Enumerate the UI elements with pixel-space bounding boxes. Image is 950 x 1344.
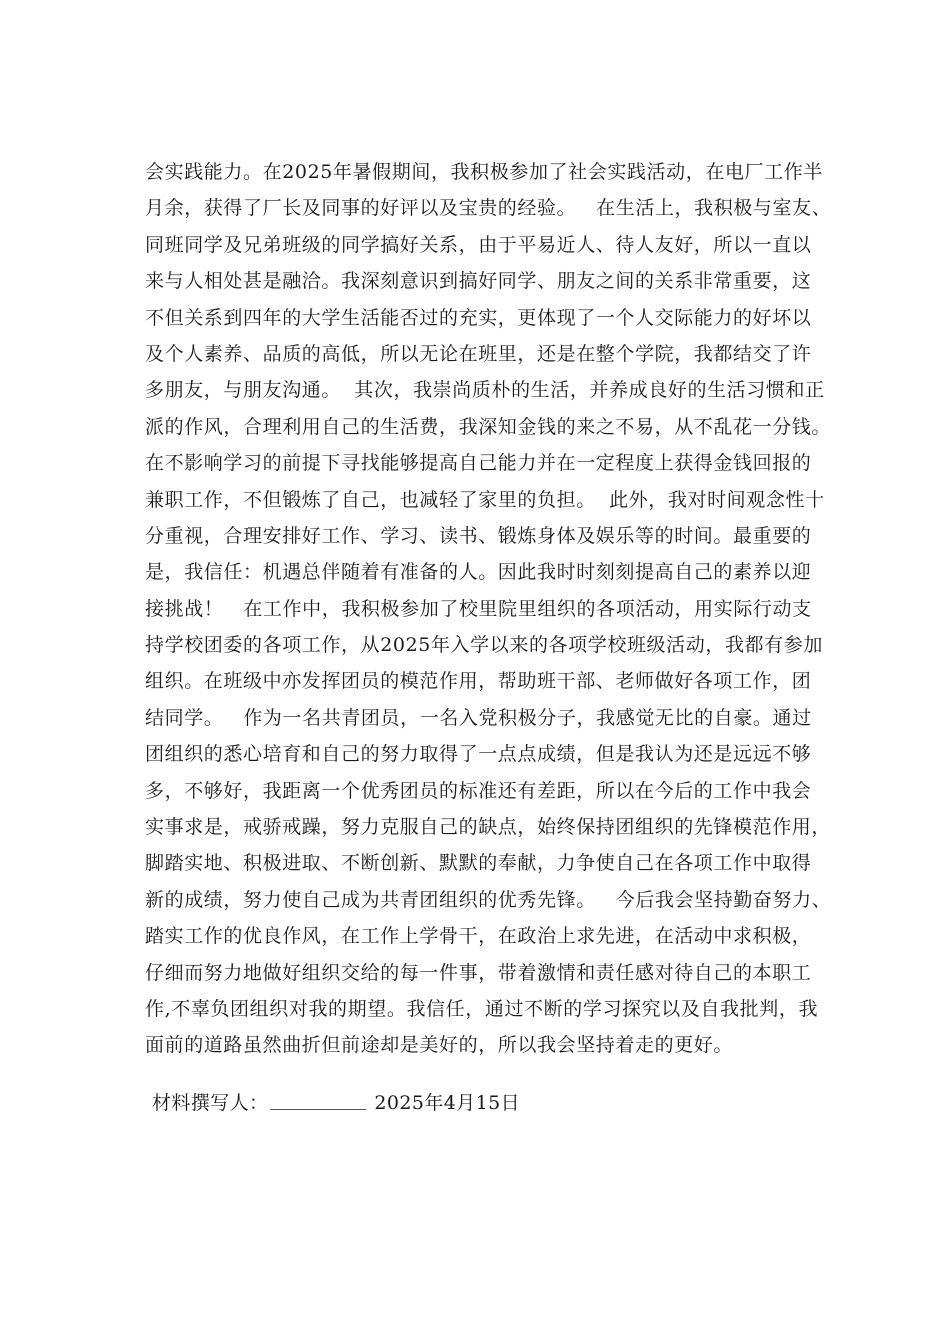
signature-blank: [270, 1091, 366, 1110]
text-line: 结同学。 作为一名共青团员，一名入党积极分子，我感觉无比的自豪。通过: [145, 706, 812, 729]
text-line: 面前的道路虽然曲折但前途却是美好的，所以我会坚持着走的更好。: [145, 1034, 734, 1057]
text-line: 接挑战！ 在工作中，我积极参加了校里院里组织的各项活动，用实际行动支: [145, 597, 812, 620]
signature-date: 2025年4月15日: [374, 1092, 521, 1114]
text-line: 会实践能力。在2025年暑假期间，我积极参加了社会实践活动，在电厂工作半: [145, 161, 823, 183]
text-line: 及个人素养、品质的高低，所以无论在班里，还是在整个学院，我都结交了许: [145, 342, 812, 365]
text-line: 兼职工作，不但锻炼了自己，也减轻了家里的负担。 此外，我对时间观念性十: [145, 488, 825, 511]
text-line: 踏实工作的优良作风，在工作上学骨干，在政治上求先进，在活动中求积极，: [145, 925, 812, 948]
text-line: 多朋友，与朋友沟通。 其次，我崇尚质朴的生活，并养成良好的生活习惯和正: [145, 379, 825, 402]
text-line: 月余，获得了厂长及同事的好评以及宝贵的经验。 在生活上，我积极与室友、: [145, 197, 832, 220]
text-line: 仔细而努力地做好组织交给的每一件事，带着激情和责任感对待自己的本职工: [145, 961, 812, 984]
text-line: 在不影响学习的前提下寻找能够提高自己能力并在一定程度上获得金钱回报的: [145, 452, 812, 475]
text-line: 新的成绩，努力使自己成为共青团组织的优秀先锋。 今后我会坚持勤奋努力、: [145, 888, 832, 911]
text-line: 同班同学及兄弟班级的同学搞好关系，由于平易近人、待人友好，所以一直以: [145, 233, 812, 256]
document-body: [145, 154, 832, 1064]
signature-label: 材料撰写人：: [152, 1092, 269, 1114]
text-line: 多，不够好，我距离一个优秀团员的标准还有差距，所以在今后的工作中我会: [145, 779, 812, 802]
signature-line: [152, 1087, 520, 1119]
text-line: 脚踏实地、积极进取、不断创新、默默的奉献，力争使自己在各项工作中取得: [145, 852, 812, 875]
text-line: 组织。在班级中亦发挥团员的模范作用，帮助班干部、老师做好各项工作，团: [145, 670, 812, 693]
text-line: 来与人相处甚是融洽。我深刻意识到搞好同学、朋友之间的关系非常重要，这: [145, 270, 812, 293]
text-line: 是，我信任：机遇总伴随着有准备的人。因此我时时刻刻提高自己的素养以迎: [145, 561, 812, 584]
text-line: 团组织的悉心培育和自己的努力取得了一点点成绩，但是我认为还是远远不够: [145, 743, 812, 766]
text-line: 实事求是，戒骄戒躁，努力克服自己的缺点，始终保持团组织的先锋模范作用，: [145, 816, 832, 839]
text-line: 作,不辜负团组织对我的期望。我信任，通过不断的学习探究以及自我批判，我: [145, 997, 819, 1020]
text-line: 派的作风，合理利用自己的生活费，我深知金钱的来之不易，从不乱花一分钱。: [145, 415, 832, 438]
text-line: 分重视，合理安排好工作、学习、读书、锻炼身体及娱乐等的时间。最重要的: [145, 524, 812, 547]
text-line: 不但关系到四年的大学生活能否过的充实，更体现了一个人交际能力的好坏以: [145, 306, 812, 329]
text-line: 持学校团委的各项工作，从2025年入学以来的各项学校班级活动，我都有参加: [145, 634, 823, 657]
